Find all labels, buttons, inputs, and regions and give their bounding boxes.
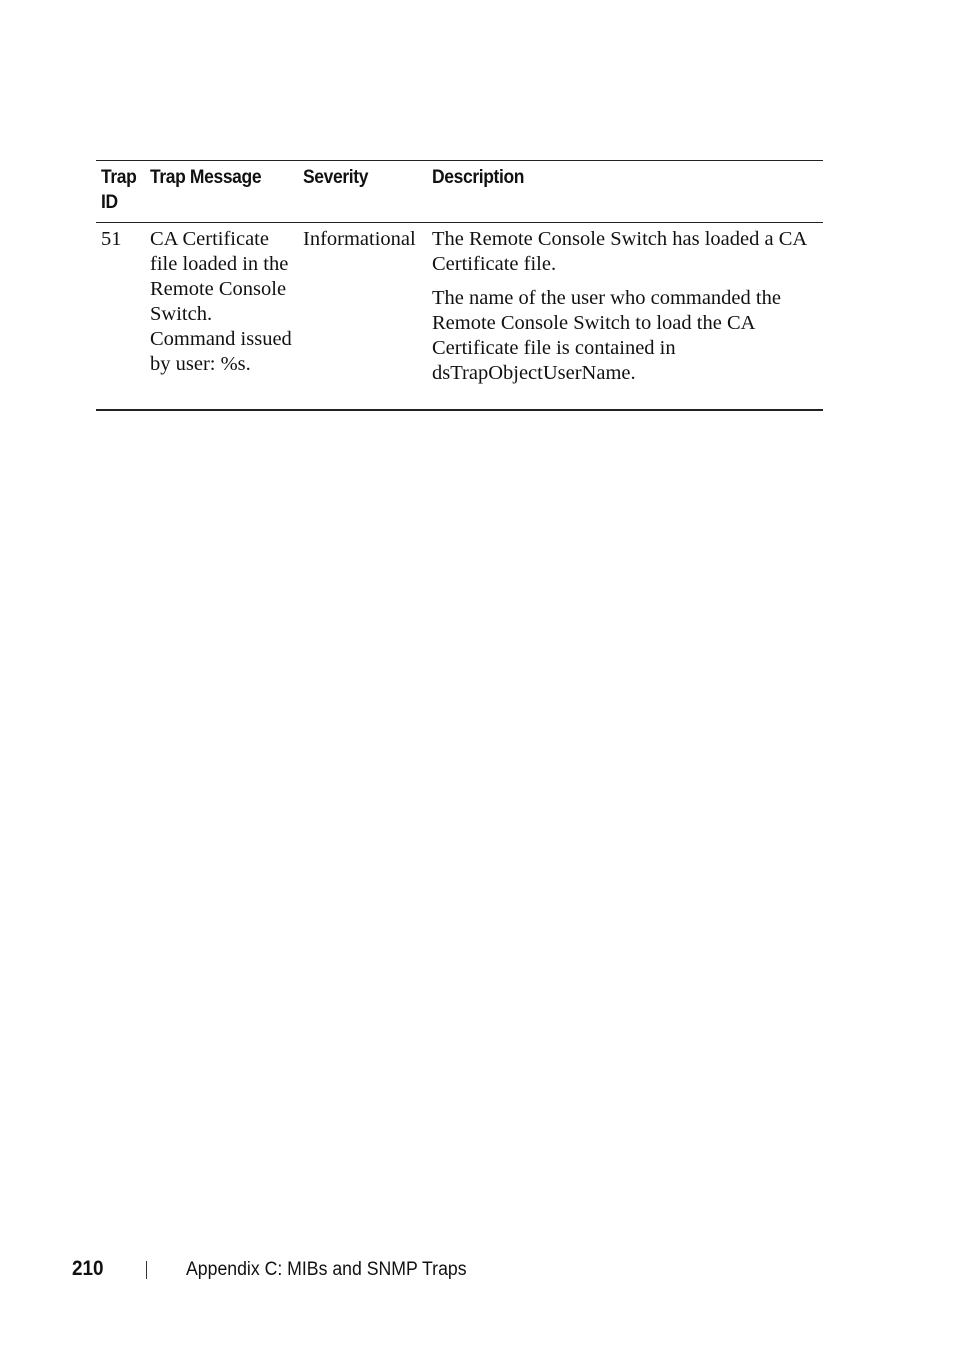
header-trap-id: Trap ID — [101, 167, 137, 213]
table-row — [96, 223, 823, 409]
trap-table — [96, 160, 823, 411]
description-paragraph: The Remote Console Switch has loaded a CA Certificate file. — [432, 228, 807, 275]
header-severity: Severity — [303, 167, 369, 188]
trap-message-cell: CA Certificate file loaded in the Remote Console Switch. Command issued by user: %s. — [150, 228, 292, 375]
header-description: Description — [432, 167, 525, 188]
footer-divider — [146, 1261, 147, 1279]
page-number: 210 — [72, 1257, 104, 1280]
description-cell — [432, 223, 823, 386]
trap-id-cell: 51 — [101, 228, 122, 250]
description-paragraph: The name of the user who commanded the Remote Console Switch to load the CA Certificate file is contained in dsTrapObjectUserName. — [432, 287, 781, 384]
table-header-row — [96, 161, 823, 223]
page-footer — [0, 1255, 954, 1285]
severity-cell: Informational — [303, 228, 416, 250]
footer-section-title: Appendix C: MIBs and SNMP Traps — [186, 1259, 467, 1280]
header-trap-message: Trap Message — [150, 167, 262, 188]
